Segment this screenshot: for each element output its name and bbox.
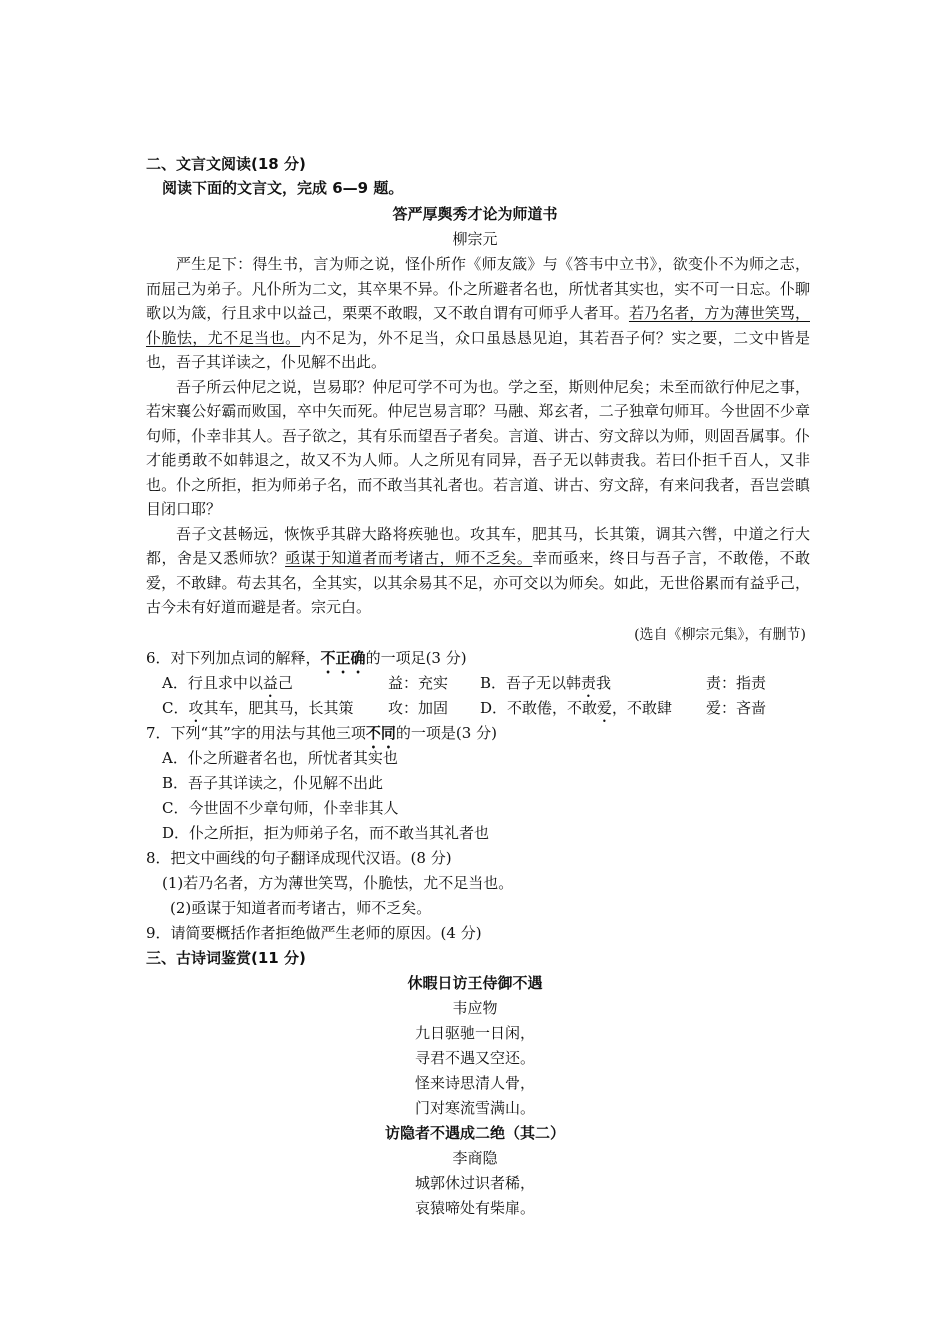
question-6-option-b-gloss: 责：指责 xyxy=(706,674,767,692)
question-9-stem: 9．请简要概括作者拒绝做严生老师的原因。(4 分) xyxy=(146,924,482,942)
dotted-word: 益 xyxy=(262,674,278,692)
paragraph-text: 严生足下：得生书，言为师之说，怪仆所作《师友箴》与《答韦中立书》，欲变仆不为师之志，而屈己为弟子。凡仆所为二文，其卒果不异。仆之所避者名也，所忧者其实也，实不可一日忘。仆聊歌以为箴，行且求中以益己，栗栗不敢暇，又不敢自谓有可师乎人者耳。 xyxy=(146,255,810,322)
question-6-option-c xyxy=(162,698,354,726)
option-text: 己 xyxy=(277,674,293,692)
option-text: A．行且求中以 xyxy=(162,674,263,692)
article-author: 柳宗元 xyxy=(452,230,498,248)
section-2-heading: 二、文言文阅读(18 分) xyxy=(146,155,306,173)
emphasis-text: 不同 xyxy=(365,724,396,742)
option-text: C． xyxy=(162,699,189,717)
poem-2-line: 城郭休过识者稀， xyxy=(414,1174,535,1192)
underlined-sentence-1: 若乃名者，方为薄世笑骂，仆脆怯，尤不足当也。 xyxy=(146,304,810,347)
question-7-option-a: A．仆之所避者名也，所忧者其实也 xyxy=(162,749,398,767)
article-paragraph-1 xyxy=(146,252,810,375)
question-6-option-b xyxy=(480,673,611,701)
poem-2-line: 哀猿啼处有柴扉。 xyxy=(414,1199,535,1217)
question-7-option-d: D．仆之所拒，拒为师弟子名，而不敢当其礼者也 xyxy=(162,824,490,842)
poem-1-line: 寻君不遇又空还。 xyxy=(414,1049,535,1067)
article-source: (选自《柳宗元集》，有删节) xyxy=(634,627,806,643)
article-body xyxy=(146,252,810,620)
stem-text: 的一项足(3 分) xyxy=(365,649,467,667)
article-paragraph-3 xyxy=(146,522,810,620)
question-6-option-a xyxy=(162,673,293,701)
poem-1-title: 休暇日访王侍御不遇 xyxy=(407,974,543,992)
stem-text: 7．下列“其”字的用法与其他三项 xyxy=(146,724,366,742)
poem-1-author: 韦应物 xyxy=(452,999,498,1017)
poem-1-line: 门对寒流雪满山。 xyxy=(414,1099,535,1117)
question-7-option-c: C．今世固不少章句师，仆幸非其人 xyxy=(162,799,399,817)
article-title: 答严厚舆秀才论为师道书 xyxy=(392,205,558,223)
section-2-instruction: 阅读下面的文言文，完成 6—9 题。 xyxy=(162,179,404,197)
option-text: D．不敢倦，不敢 xyxy=(480,699,598,717)
question-6-option-d-gloss: 爱：吝啬 xyxy=(706,699,767,717)
dotted-word: 责 xyxy=(581,674,597,692)
question-8-item-2: (2)亟谋于知道者而考诸古，师不乏矣。 xyxy=(170,899,432,917)
question-6-option-c-gloss: 攻：加固 xyxy=(388,699,449,717)
question-7-option-b: B．吾子其详读之，仆见解不出此 xyxy=(162,774,384,792)
stem-text: 6．对下列加点词的解释， xyxy=(146,649,321,667)
article-paragraph-2: 吾子所云仲尼之说，岂易耶？仲尼可学不可为也。学之至，斯则仲尼矣；未至而欲行仲尼之事，若宋襄公好霸而败国，卒中矢而死。仲尼岂易言耶？马融、郑玄者，二子独章句师耳。今世固不少章句师，仆幸非其人。吾子欲之，其有乐而望吾子者矣。言道、讲古、穷文辞以为师，则固吾属事。仆才能勇敢不如韩退之，故又不为人师。人之所见有同异，吾子无以韩责我。若曰仆拒千百人，又非也。仆之所拒，拒为师弟子名，而不敢当其礼者也。若言道、讲古、穷文辞，有来问我者，吾岂尝瞋目闭口耶？ xyxy=(146,377,810,518)
poem-1-line: 九日驱驰一日闲， xyxy=(414,1024,535,1042)
emphasis-text: 不正确 xyxy=(320,649,366,667)
poem-2-title: 访隐者不遇成二绝（其二） xyxy=(384,1124,565,1142)
question-8-item-1: (1)若乃名者，方为薄世笑骂，仆脆怯，尤不足当也。 xyxy=(162,874,514,892)
paragraph-text: 幸而亟来，终日与吾子言，不敢倦，不敢爱，不敢肆。苟去其名，全其实，以其余易其不足，亦可交以为师矣。如此，无世俗累而有益乎己，古今未有好道而避是者。宗元白。 xyxy=(146,549,810,616)
option-text: 我 xyxy=(596,674,612,692)
paragraph-text: 内不足为，外不足当，众口虽恳恳见迫，其若吾子何？实之要，二文中皆是也，吾子其详读之，仆见解不出此。 xyxy=(146,328,810,371)
option-text: B．吾子无以韩 xyxy=(480,674,582,692)
poem-2-author: 李商隐 xyxy=(452,1149,498,1167)
dotted-word: 爱 xyxy=(597,699,613,717)
section-3-heading: 三、古诗词鉴赏(11 分) xyxy=(146,949,306,967)
question-8-stem: 8．把文中画线的句子翻译成现代汉语。(8 分) xyxy=(146,849,452,867)
paragraph-text: 吾子文甚畅远，恢恢乎其辟大路将疾驰也。攻其车，肥其马，长其策，调其六辔，中道之行大都，舍是又悉师欤？ xyxy=(146,524,810,567)
option-text: ，不敢肆 xyxy=(612,699,673,717)
dotted-word: 攻 xyxy=(188,699,204,717)
question-6-option-d xyxy=(480,698,672,726)
stem-text: 的一项是(3 分) xyxy=(395,724,497,742)
poem-1-line: 怪来诗思清人骨， xyxy=(414,1074,535,1092)
underlined-sentence-2: 亟谋于知道者而考诸古，师不乏矣。 xyxy=(285,549,533,567)
option-text: 其车，肥其马，长其策 xyxy=(203,699,354,717)
question-6-option-a-gloss: 益：充实 xyxy=(388,674,449,692)
